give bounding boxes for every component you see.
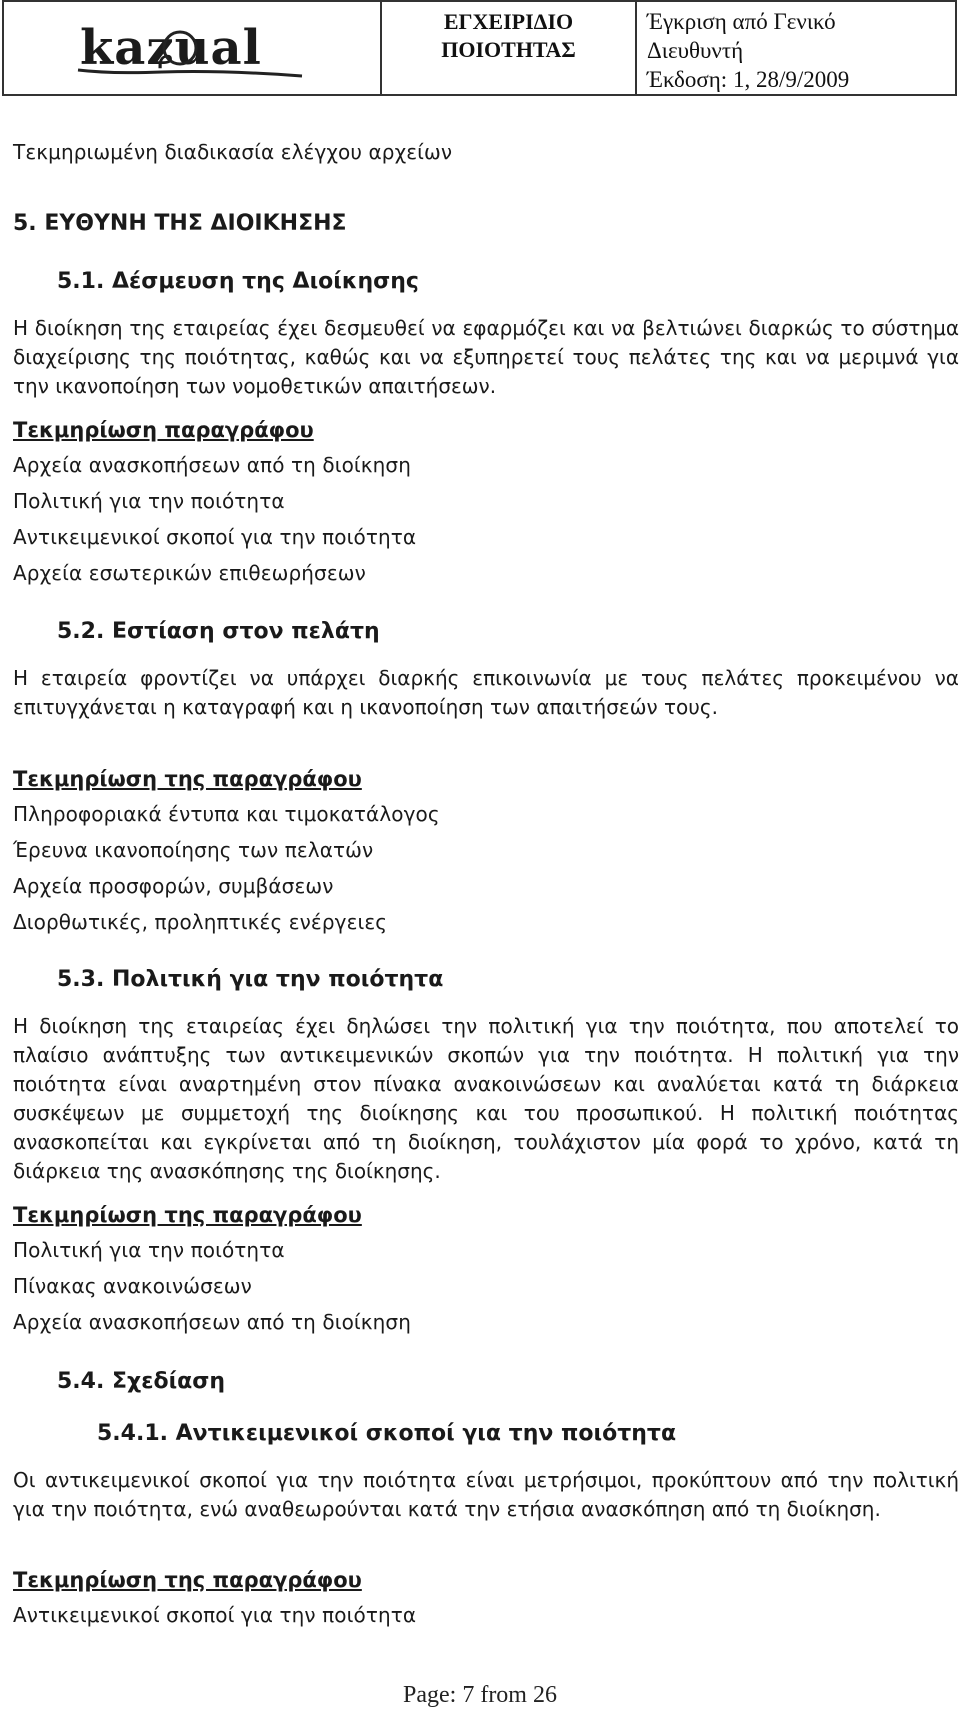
section-5-2-body: Η εταιρεία φροντίζει να υπάρχει διαρκής επικοινωνία με τους πελάτες προκειμένου να επιτυγχάνεται η καταγραφή και η ικανοποίηση των απαιτήσεών τους. — [13, 666, 959, 719]
svg-text:kaʑual: kaʑual — [80, 20, 262, 76]
logo-cell — [4, 2, 382, 94]
section-5-2-heading: 5.2. Εστίαση στον πελάτη — [57, 619, 380, 644]
section-5-3-heading: 5.3. Πολιτική για την ποιότητα — [57, 967, 444, 992]
list-item: Αρχεία εσωτερικών επιθεωρήσεων — [13, 561, 366, 585]
company-logo — [72, 12, 312, 84]
section-5-4-1-body: Οι αντικειμενικοί σκοποί για την ποιότητα είναι μετρήσιμοι, προκύπτουν από την πολιτική για την ποιότητα, ενώ αναθεωρούνται κατά την ετήσια ανασκόπηση από τη διοίκηση. — [13, 1468, 959, 1521]
list-item: Αρχεία ανασκοπήσεων από τη διοίκηση — [13, 453, 411, 477]
manual-title-cell — [382, 2, 637, 94]
list-item: Αντικειμενικοί σκοποί για την ποιότητα — [13, 525, 417, 549]
section-5-4-1-doc-heading: Τεκμηρίωση της παραγράφου — [13, 1568, 362, 1592]
list-item: Αντικειμενικοί σκοποί για την ποιότητα — [13, 1603, 417, 1627]
manual-title-line2: ΠΟΙΟΤΗΤΑΣ — [441, 37, 576, 62]
list-item: Πολιτική για την ποιότητα — [13, 489, 285, 513]
approval-cell — [637, 2, 955, 94]
section-5-2-doc-heading: Τεκμηρίωση της παραγράφου — [13, 767, 362, 791]
list-item: Έρευνα ικανοποίησης των πελατών — [13, 838, 374, 862]
intro-line: Τεκμηριωμένη διαδικασία ελέγχου αρχείων — [13, 140, 453, 164]
list-item: Πολιτική για την ποιότητα — [13, 1238, 285, 1262]
document-header — [2, 0, 957, 96]
list-item: Διορθωτικές, προληπτικές ενέργειες — [13, 910, 388, 934]
approval-line1: Έγκριση από Γενικό — [647, 9, 836, 34]
list-item: Αρχεία ανασκοπήσεων από τη διοίκηση — [13, 1310, 411, 1334]
list-item: Πληροφοριακά έντυπα και τιμοκατάλογος — [13, 802, 440, 826]
approval-line3: Έκδοση: 1, 28/9/2009 — [647, 67, 850, 92]
manual-title-line1: ΕΓΧΕΙΡΙΔΙΟ — [443, 9, 574, 34]
page-number: Page: 7 from 26 — [403, 1682, 557, 1708]
section-5-4-1-heading: 5.4.1. Αντικειμενικοί σκοποί για την ποιότητα — [97, 1421, 677, 1446]
section-5-3-doc-heading: Τεκμηρίωση της παραγράφου — [13, 1203, 362, 1227]
section-5-1-body: Η διοίκηση της εταιρείας έχει δεσμευθεί να εφαρμόζει και να βελτιώνει διαρκώς το σύστημα διαχείρισης της ποιότητας, καθώς και να εξυπηρετεί τους πελάτες της και να μεριμνά για την ικανοποίηση των νομοθετικών απαιτήσεων. — [13, 316, 959, 398]
section-5-1-heading: 5.1. Δέσμευση της Διοίκησης — [57, 269, 419, 294]
section-5-3-body: Η διοίκηση της εταιρείας έχει δηλώσει την πολιτική για την ποιότητα, που αποτελεί το πλαίσιο ανάπτυξης των αντικειμενικών σκοπών για την ποιότητα. Η πολιτική για την ποιότητα είναι αναρτημένη στον πίνακα ανακοινώσεων και αναλύεται κατά τη διάρκεια συσκέψεων με συμμετοχή της διοίκησης και του προσωπικού. Η πολιτική ποιότητας ανασκοπείται και εγκρίνεται από τη διοίκηση, τουλάχιστον μία φορά το χρόνο, κατά τη διάρκεια της ανασκόπησης της διοίκησης. — [13, 1014, 959, 1183]
section-5-4-heading: 5.4. Σχεδίαση — [57, 1369, 226, 1394]
approval-line2: Διευθυντή — [647, 38, 744, 63]
list-item: Αρχεία προσφορών, συμβάσεων — [13, 874, 334, 898]
section-5-1-doc-heading: Τεκμηρίωση παραγράφου — [13, 418, 314, 442]
list-item: Πίνακας ανακοινώσεων — [13, 1274, 252, 1298]
section-5-heading: 5. ΕΥΘΥΝΗ ΤΗΣ ΔΙΟΙΚΗΣΗΣ — [13, 211, 347, 236]
